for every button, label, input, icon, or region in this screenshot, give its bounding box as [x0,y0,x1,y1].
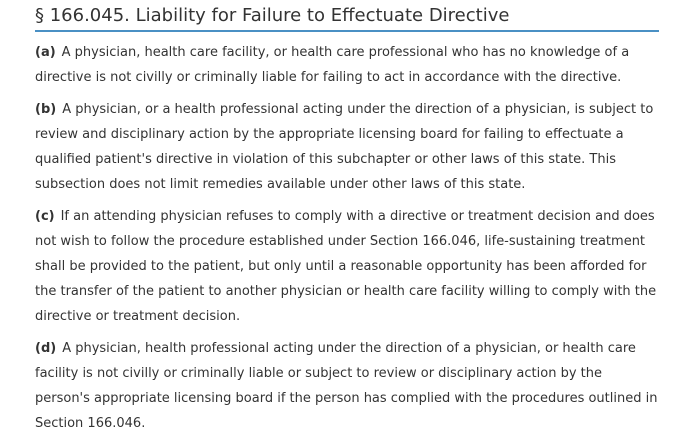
subsection-b [35,97,661,197]
subsection-text: If an attending physician refuses to comply with a directive or treatment decision and does not wish to follow the procedure established under Section 166.046, life-sustaining treatment shall be provided to the patient, but only until a reasonable opportunity has been afforded for the transfer of the patient to another physician or health care facility willing to comply with the directive or treatment decision. [35,209,657,324]
section-title: § 166.045. Liability for Failure to Effectuate Directive [35,0,659,32]
subsection-c [35,204,661,329]
subsection-label: (c) [35,209,55,224]
subsection-label: (d) [35,341,57,356]
subsection-label: (a) [35,45,56,60]
subsection-d [35,336,661,436]
subsection-text: A physician, health care facility, or health care professional who has no knowledge of a directive is not civilly or criminally liable for failing to act in accordance with the directive. [35,45,630,85]
subsection-label: (b) [35,102,57,117]
subsection-text: A physician, health professional acting under the direction of a physician, or health care facility is not civilly or criminally liable or subject to review or disciplinary action by the person's appropriate licensing board if the person has complied with the procedures outlined in Section 166.046. [35,341,658,431]
subsection-text: A physician, or a health professional acting under the direction of a physician, is subject to review and disciplinary action by the appropriate licensing board for failing to effectuate a qualified patient's directive in violation of this subchapter or other laws of this state. This subsection does not limit remedies available under other laws of this state. [35,102,654,192]
subsection-a [35,40,661,90]
